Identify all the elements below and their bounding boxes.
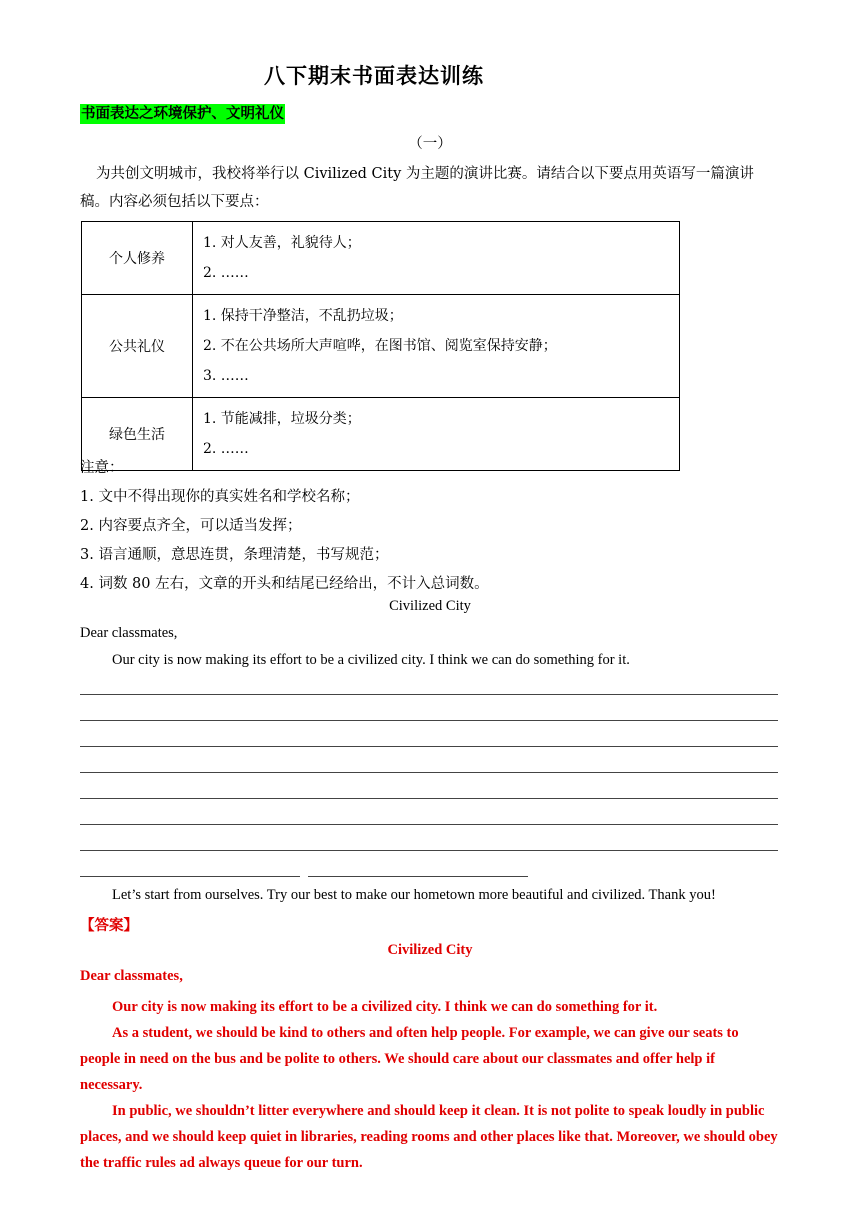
requirement-item: 2. …… (203, 265, 249, 281)
essay-opening: Our city is now making its effort to be a civilized city. I think we can do something for it. (112, 652, 630, 668)
notes-heading: 注意： (80, 460, 124, 476)
writing-lines (80, 694, 778, 876)
writing-line (80, 720, 778, 746)
answer-tag: 【答案】 (80, 917, 138, 934)
table-row (82, 295, 680, 398)
answer-greeting: Dear classmates, (80, 968, 183, 984)
note-item: 3. 语言通顺，意思连贯，条理清楚，书写规范； (80, 547, 389, 563)
note-item: 4. 词数 80 左右，文章的开头和结尾已经给出，不计入总词数。 (80, 576, 489, 592)
part-number: （一） (408, 136, 452, 152)
short-writing-lines (80, 876, 530, 878)
essay-greeting: Dear classmates, (80, 625, 178, 641)
answer-paragraph: Our city is now making its effort to be a civilized city. I think we can do something for it. (112, 999, 658, 1015)
writing-line (80, 746, 778, 772)
essay-title: Civilized City (389, 598, 471, 614)
answer-paragraph: In public, we shouldn’t litter everywhere and should keep it clean. It is not polite to speak loudly in public places, and we should keep quiet in libraries, reading rooms and other places like that. Moreover, we should obey the traffic rules ad always queue for our turn. (80, 1103, 778, 1171)
essay-closing: Let’s start from ourselves. Try our best to make our hometown more beautiful and civilized. Thank you! (112, 887, 716, 903)
writing-line (80, 850, 778, 876)
writing-line (80, 824, 778, 850)
writing-line (80, 798, 778, 824)
answer-paragraph: As a student, we should be kind to others and often help people. For example, we can give our seats to people in need on the bus and be polite to others. We should care about our classmates and offer help if necessary. (80, 1025, 739, 1093)
writing-line (80, 772, 778, 798)
requirement-item: 3. …… (203, 368, 249, 384)
items-cell (193, 295, 680, 398)
requirement-item: 1. 对人友善，礼貌待人； (203, 235, 361, 251)
category-cell: 绿色生活 (82, 398, 193, 471)
category-cell: 公共礼仪 (82, 295, 193, 398)
writing-line (80, 876, 300, 877)
note-item: 2. 内容要点齐全，可以适当发挥； (80, 518, 302, 534)
answer-title: Civilized City (387, 942, 473, 958)
page-title: 八下期末书面表达训练 (264, 63, 484, 88)
requirement-item: 1. 节能减排，垃圾分类； (203, 411, 361, 427)
writing-line (80, 694, 778, 720)
requirements-table (81, 221, 680, 471)
table-row (82, 222, 680, 295)
requirement-item: 2. …… (203, 441, 249, 457)
writing-line (308, 876, 528, 877)
section-tag: 书面表达之环境保护、文明礼仪 (81, 105, 284, 122)
requirement-item: 1. 保持干净整洁，不乱扔垃圾； (203, 308, 403, 324)
notes (80, 454, 489, 599)
prompt-intro: 为共创文明城市，我校将举行以 Civilized City 为主题的演讲比赛。请结合以下要点用英语写一篇演讲稿。内容必须包括以下要点： (80, 166, 754, 210)
answer-body (80, 994, 780, 1176)
items-cell (193, 222, 680, 295)
requirement-item: 2. 不在公共场所大声喧哗，在图书馆、阅览室保持安静； (203, 338, 557, 354)
note-item: 1. 文中不得出现你的真实姓名和学校名称； (80, 489, 360, 505)
category-cell: 个人修养 (82, 222, 193, 295)
